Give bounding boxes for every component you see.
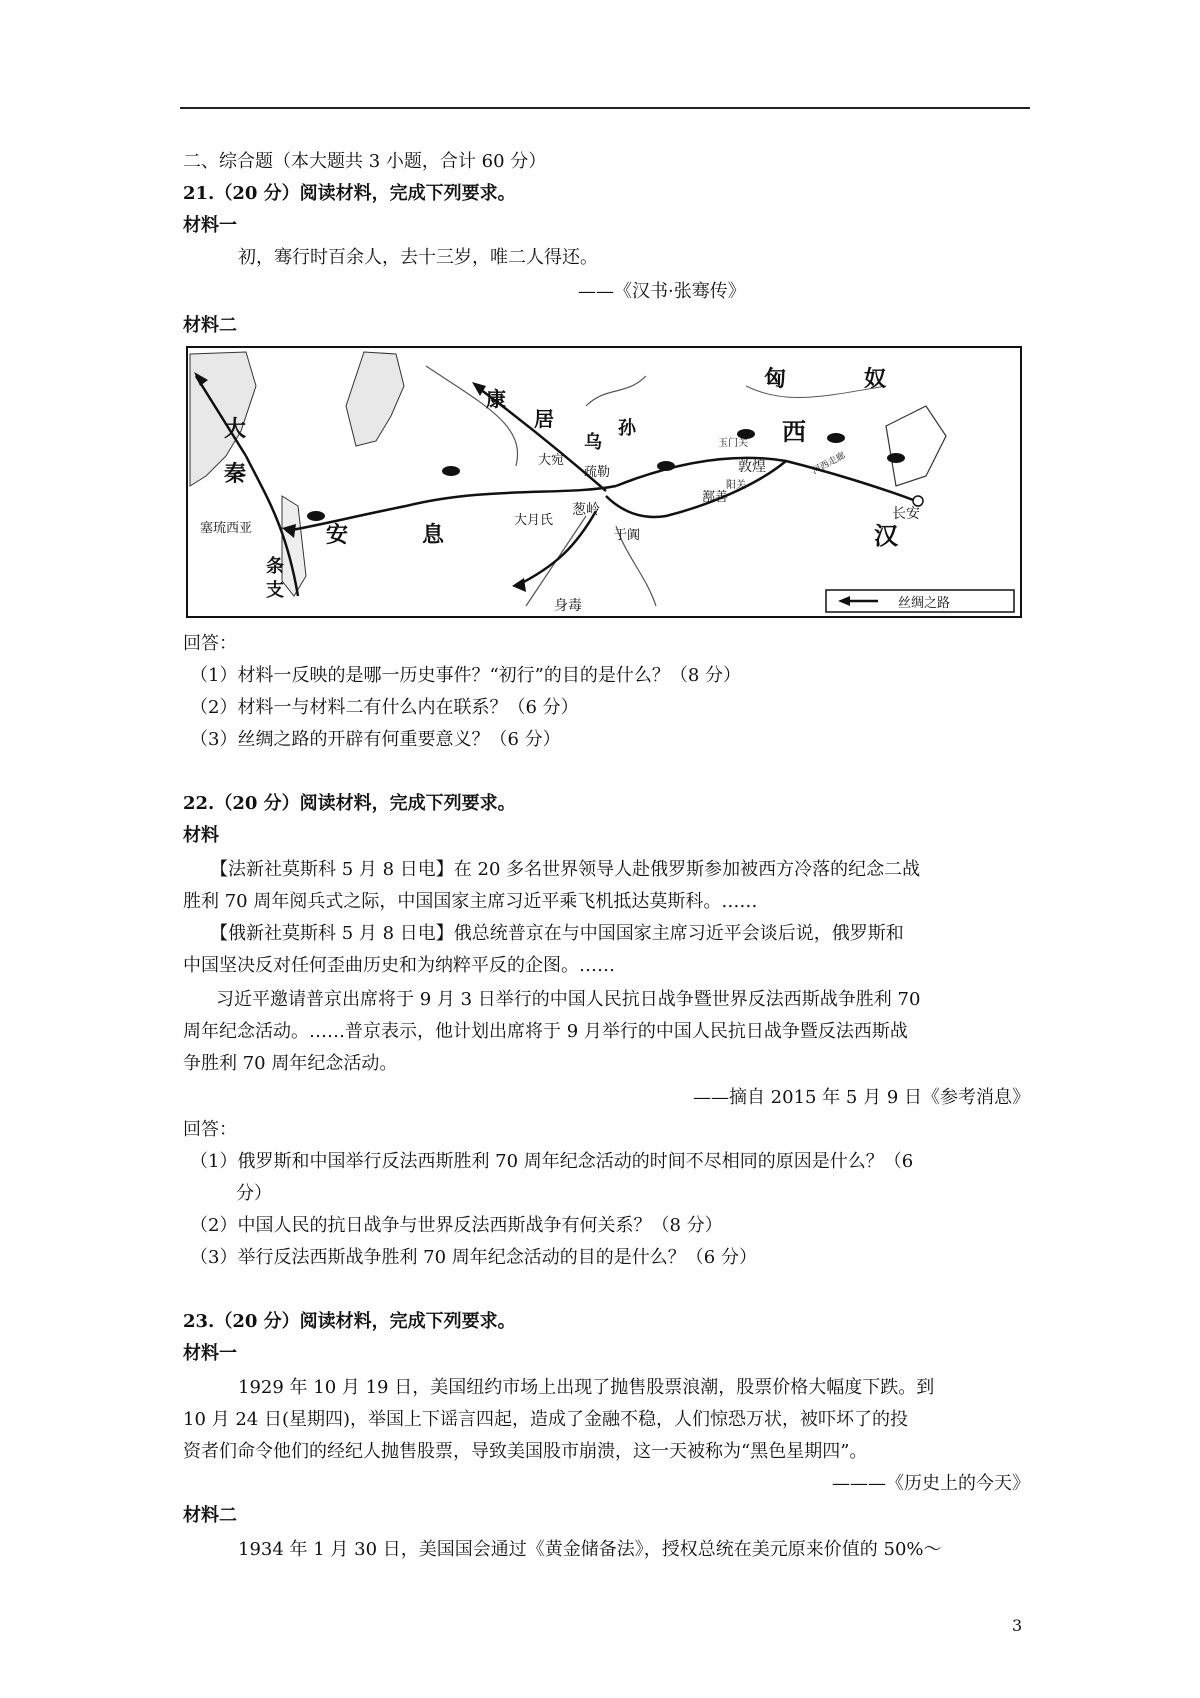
q22-question-3: （3）举行反法西斯战争胜利 70 周年纪念活动的目的是什么？（6 分） <box>190 1247 757 1268</box>
map-label-qin: 秦 <box>224 462 247 487</box>
map-label-da: 大 <box>224 417 247 442</box>
map-label-ju: 居 <box>534 407 554 431</box>
page-number: 3 <box>1012 1616 1023 1635</box>
q21-material1-text: 初，骞行时百余人，去十三岁，唯二人得还。 <box>238 247 598 268</box>
map-label-xiongnu-1: 匈 <box>764 367 787 392</box>
q21-answer-label: 回答： <box>183 633 237 654</box>
q21-question-2: （2）材料一与材料二有什么内在联系？（6 分） <box>190 697 579 718</box>
map-label-yutian: 于阗 <box>614 528 641 543</box>
q23-p1-line1: 1929 年 10 月 19 日，美国纽约市场上出现了抛售股票浪潮，股票价格大幅度下跌。到 <box>238 1377 935 1398</box>
q21-question-3: （3）丝绸之路的开辟有何重要意义？（6 分） <box>190 729 561 750</box>
map-label-yangguan: 阳关 <box>726 480 746 491</box>
q21-material1-source: ——《汉书·张骞传》 <box>578 281 746 302</box>
map-label-shanshan: 鄯善 <box>702 490 729 505</box>
q23-p2-line1: 1934 年 1 月 30 日，美国国会通过《黄金储备法》，授权总统在美元原来价值的 50%～ <box>238 1539 942 1560</box>
header-rule <box>180 107 1030 109</box>
q23-heading: 23.（20 分）阅读材料，完成下列要求。 <box>183 1311 516 1332</box>
section-title: 二、综合题（本大题共 3 小题，合计 60 分） <box>183 151 547 172</box>
q22-question-1-line2: 分） <box>236 1183 272 1204</box>
q23-p1-line3: 资者们命令他们的经纪人抛售股票，导致美国股市崩溃，这一天被称为“黑色星期四”。 <box>183 1441 868 1462</box>
map-label-zhi: 支 <box>266 580 284 601</box>
q23-material2-label: 材料二 <box>183 1505 237 1526</box>
q21-question-1: （1）材料一反映的是哪一历史事件？“初行”的目的是什么？（8 分） <box>190 665 742 686</box>
q22-source: ——摘自 2015 年 5 月 9 日《参考消息》 <box>692 1087 1030 1108</box>
map-label-xi2: 息 <box>422 523 445 548</box>
q22-material-label: 材料 <box>183 825 219 846</box>
q22-p3-line3: 争胜利 70 周年纪念活动。 <box>183 1053 398 1074</box>
q23-p1-line2: 10 月 24 日(星期四)，举国上下谣言四起，造成了金融不稳，人们惊恐万状，被吓坏了的投 <box>183 1409 909 1430</box>
q22-heading: 22.（20 分）阅读材料，完成下列要求。 <box>183 793 516 814</box>
map-label-wu: 乌 <box>584 432 602 453</box>
map-label-seleucia: 塞琉西亚 <box>200 521 253 536</box>
map-label-shendu: 身毒 <box>554 598 582 614</box>
map-label-dunhuang: 敦煌 <box>738 459 766 475</box>
q21-material1-label: 材料一 <box>183 215 237 236</box>
q23-material1-source: ———《历史上的今天》 <box>832 1473 1030 1494</box>
map-label-an: 安 <box>326 523 349 548</box>
map-label-sun: 孙 <box>618 418 636 439</box>
q23-material1-label: 材料一 <box>183 1343 237 1364</box>
map-label-dawan: 大宛 <box>538 453 565 468</box>
q22-p2-line2: 中国坚决反对任何歪曲历史和为纳粹平反的企图。…… <box>183 955 615 976</box>
map-label-xi: 西 <box>782 418 806 446</box>
map-label-kang: 康 <box>486 387 506 411</box>
q22-p3-line1: 习近平邀请普京出席将于 9 月 3 日举行的中国人民抗日战争暨世界反法西斯战争胜利 70 <box>216 989 921 1010</box>
map-label-changan: 长安 <box>892 506 920 522</box>
map-label-shule: 疏勒 <box>584 465 611 480</box>
map-label-dayuezhi: 大月氏 <box>514 513 554 528</box>
map-label-xiongnu-2: 奴 <box>864 367 887 392</box>
q22-p1-line2: 胜利 70 周年阅兵式之际，中国国家主席习近平乘飞机抵达莫斯科。…… <box>183 891 758 912</box>
map-label-hexi: 河西走廊 <box>810 450 848 477</box>
map-label-han: 汉 <box>874 522 898 550</box>
map-label-congling: 葱岭 <box>572 502 600 518</box>
q22-p2-line1: 【俄新社莫斯科 5 月 8 日电】俄总统普京在与中国国家主席习近平会谈后说，俄罗斯和 <box>210 923 904 944</box>
q22-question-2: （2）中国人民的抗日战争与世界反法西斯战争有何关系？（8 分） <box>190 1215 723 1236</box>
q21-heading: 21.（20 分）阅读材料，完成下列要求。 <box>183 183 516 204</box>
map-label-yumenguan: 玉门关 <box>718 438 748 449</box>
q21-material2-label: 材料二 <box>183 315 237 336</box>
q22-answer-label: 回答： <box>183 1119 237 1140</box>
q22-p3-line2: 周年纪念活动。……普京表示，他计划出席将于 9 月举行的中国人民抗日战争暨反法西斯战 <box>183 1021 908 1042</box>
map-label-tiao: 条 <box>266 556 284 577</box>
q22-question-1-line1: （1）俄罗斯和中国举行反法西斯胜利 70 周年纪念活动的时间不尽相同的原因是什么？（6 <box>190 1151 914 1172</box>
silk-road-map <box>186 346 1022 618</box>
q22-p1-line1: 【法新社莫斯科 5 月 8 日电】在 20 多名世界领导人赴俄罗斯参加被西方冷落的纪念二战 <box>210 859 921 880</box>
map-legend-label: 丝绸之路 <box>898 596 951 611</box>
